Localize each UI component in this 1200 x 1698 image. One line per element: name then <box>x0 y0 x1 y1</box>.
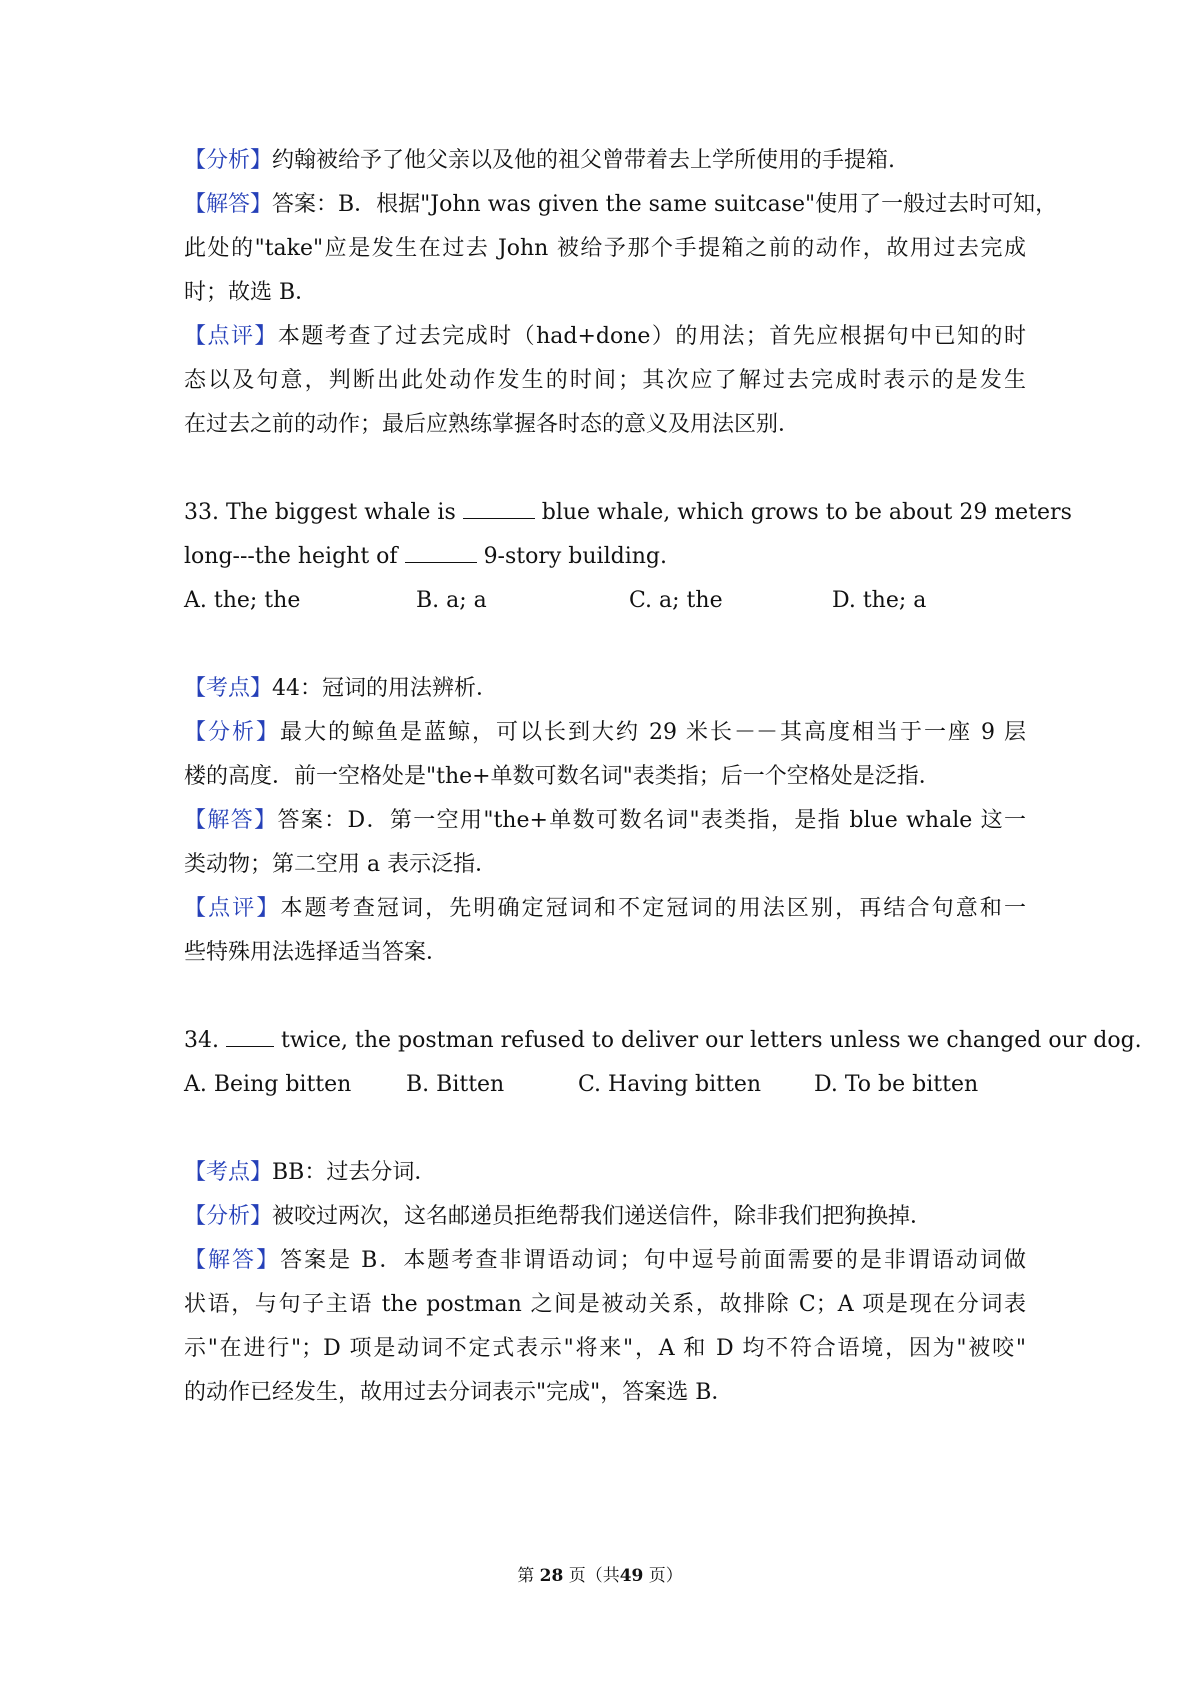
comment-line-2: 些特殊用法选择适当答案． <box>184 940 449 965</box>
answer-line-2: 状语，与句子主语 the postman 之间是被动关系，故排除 C；A 项是现在分词表 <box>184 1292 1026 1317</box>
comment-line-3: 在过去之前的动作；最后应熟练掌握各时态的意义及用法区别． <box>184 412 801 437</box>
answer-line-2: 此处的"take"应是发生在过去 John 被给予那个手提箱之前的动作，故用过去完成 <box>184 236 1026 261</box>
answer-tag: 【解答】 <box>184 808 278 833</box>
answer-blank <box>405 542 477 563</box>
answer-line-1: 【解答】答案：B．根据"John was given the same suitcase"使用了一般过去时可知， <box>184 192 1058 217</box>
analysis-paragraph: 【分析】被咬过两次，这名邮递员拒绝帮我们递送信件，除非我们把狗换掉． <box>184 1204 933 1229</box>
analysis-tag: 【分析】 <box>184 148 273 173</box>
answer-blank <box>226 1026 274 1047</box>
option-d: D. To be bitten <box>814 1072 979 1097</box>
point-tag: 【考点】 <box>184 1160 273 1185</box>
analysis-paragraph <box>184 146 895 176</box>
option-a: A. Being bitten <box>184 1072 352 1097</box>
answer-line-1: 【解答】答案：D．第一空用"the+单数可数名词"表类指，是指 blue whale 这一 <box>184 808 1026 833</box>
point-tag: 【考点】 <box>184 676 273 701</box>
point-paragraph: 【考点】BB：过去分词． <box>184 1160 437 1185</box>
answer-line-3: 示"在进行"；D 项是动词不定式表示"将来"，A 和 D 均不符合语境，因为"被咬" <box>184 1336 1026 1361</box>
answer-line-3: 时；故选 B． <box>184 280 318 305</box>
option-b: B. Bitten <box>406 1072 505 1097</box>
question-34-options <box>184 1070 1026 1100</box>
question-34-stem: 34. twice, the postman refused to deliver our letters unless we changed our dog. <box>184 1028 1142 1053</box>
analysis-line-1: 【分析】最大的鲸鱼是蓝鲸，可以长到大约 29 米长－－其高度相当于一座 9 层 <box>184 720 1026 745</box>
option-a: A. the; the <box>184 588 301 613</box>
option-c: C. a; the <box>629 588 723 613</box>
analysis-tag: 【分析】 <box>184 1204 273 1229</box>
option-d: D. the; a <box>832 588 927 613</box>
answer-line-2: 类动物；第二空用 a 表示泛指． <box>184 852 498 877</box>
comment-line-2: 态以及句意，判断出此处动作发生的时间；其次应了解过去完成时表示的是发生 <box>184 368 1026 393</box>
comment-tag: 【点评】 <box>184 896 281 921</box>
comment-line-1: 【点评】本题考查了过去完成时（had+done）的用法；首先应根据句中已知的时 <box>184 324 1026 349</box>
question-33-options <box>184 586 1026 616</box>
analysis-line-2: 楼的高度．前一空格处是"the+单数可数名词"表类指；后一个空格处是泛指． <box>184 764 941 789</box>
answer-tag: 【解答】 <box>184 192 273 217</box>
option-b: B. a; a <box>416 588 487 613</box>
analysis-tag: 【分析】 <box>184 720 281 745</box>
answer-line-1: 【解答】答案是 B．本题考查非谓语动词；句中逗号前面需要的是非谓语动词做 <box>184 1248 1026 1273</box>
question-33-stem-line-2: long---the height of 9-story building. <box>184 544 667 569</box>
page-footer: 第 28 页（共49 页） <box>517 1566 683 1586</box>
question-33-stem-line-1: 33. The biggest whale is blue whale, which grows to be about 29 meters <box>184 500 1072 525</box>
current-page-number: 28 <box>539 1566 564 1586</box>
comment-line-1: 【点评】本题考查冠词，先明确定冠词和不定冠词的用法区别，再结合句意和一 <box>184 896 1026 921</box>
answer-tag: 【解答】 <box>184 1248 281 1273</box>
answer-blank <box>463 498 535 519</box>
answer-line-4: 的动作已经发生，故用过去分词表示"完成"，答案选 B． <box>184 1380 734 1405</box>
analysis-text: 约翰被给予了他父亲以及他的祖父曾带着去上学所使用的手提箱. <box>272 148 896 173</box>
point-paragraph: 【考点】44：冠词的用法辨析． <box>184 676 499 701</box>
option-c: C. Having bitten <box>578 1072 762 1097</box>
comment-tag: 【点评】 <box>184 324 278 349</box>
total-page-number: 49 <box>619 1566 644 1586</box>
